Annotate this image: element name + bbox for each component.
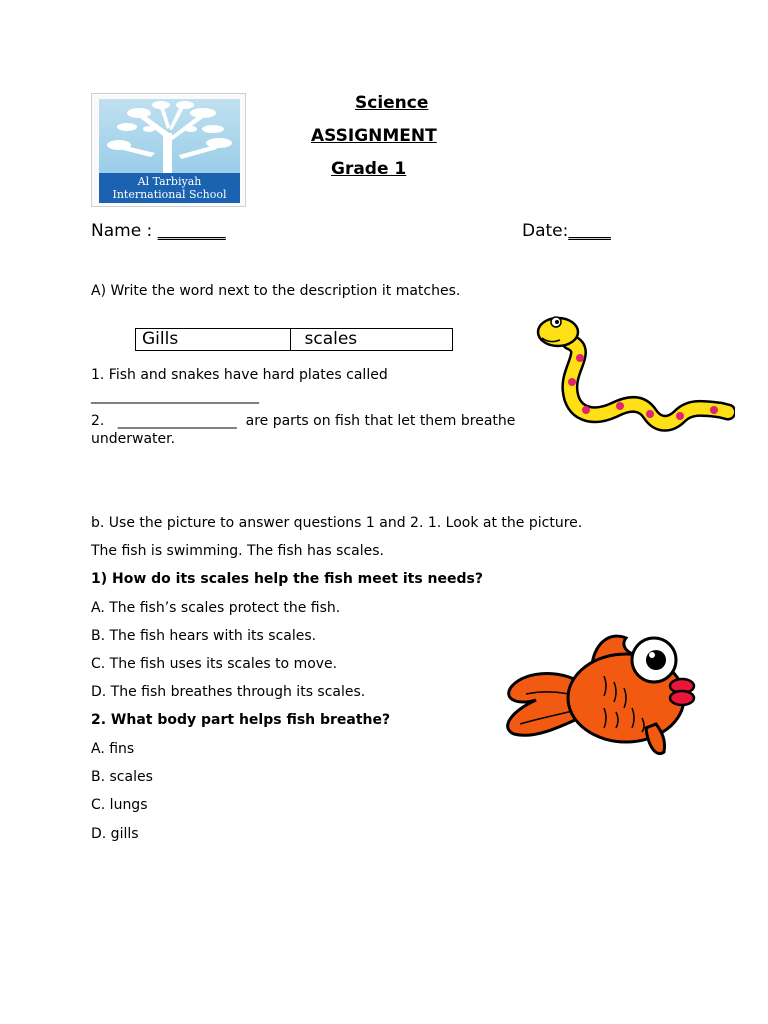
logo-image [99,99,240,203]
section-a-q2 [91,412,515,430]
fish-illustration [496,628,701,763]
grade-title: Grade 1 [331,159,407,179]
subject-title: Science [355,93,429,113]
q2-text: are parts on fish that let them breathe [245,413,516,429]
word-bank-gills: Gills [142,329,179,349]
date-field [522,221,611,241]
tree-icon [99,99,240,173]
section-a-q2-cont: underwater. [91,431,176,447]
word-bank-scales: scales [290,329,453,350]
snake-illustration [530,310,735,440]
section-a-instruction: A) Write the word next to the description it matches. [91,283,461,299]
q2-blank[interactable]: _________________ [117,413,237,429]
logo-line-1: Al Tarbiyah [137,175,202,188]
q2-option-b[interactable]: B. scales [91,769,153,785]
section-a-q1: 1. Fish and snakes have hard plates called [91,367,388,383]
q2-option-a[interactable]: A. fins [91,741,135,757]
q2-number: 2. [91,413,105,429]
name-field [91,221,226,241]
section-b-q1: 1) How do its scales help the fish meet its needs? [91,571,483,587]
logo-line-2: International School [112,188,227,201]
section-a-q1-blank[interactable]: ________________________ [91,388,259,404]
date-label: Date: [522,221,569,241]
q1-option-a[interactable]: A. The fish’s scales protect the fish. [91,600,341,616]
section-b-q2: 2. What body part helps fish breathe? [91,712,391,728]
q1-option-c[interactable]: C. The fish uses its scales to move. [91,656,338,672]
name-label: Name : [91,221,158,241]
section-b-instruction: b. Use the picture to answer questions 1 and 2. 1. Look at the picture. [91,515,583,531]
section-b-context: The fish is swimming. The fish has scales. [91,543,384,559]
school-logo [91,93,246,207]
date-blank[interactable]: _____ [568,221,611,241]
q1-option-d[interactable]: D. The fish breathes through its scales. [91,684,366,700]
logo-text [99,173,240,203]
assignment-title: ASSIGNMENT [311,126,437,146]
q1-option-b[interactable]: B. The fish hears with its scales. [91,628,317,644]
word-bank-table [135,328,453,351]
q2-option-d[interactable]: D. gills [91,826,139,842]
q2-option-c[interactable]: C. lungs [91,797,148,813]
name-blank[interactable]: ________ [157,221,226,241]
